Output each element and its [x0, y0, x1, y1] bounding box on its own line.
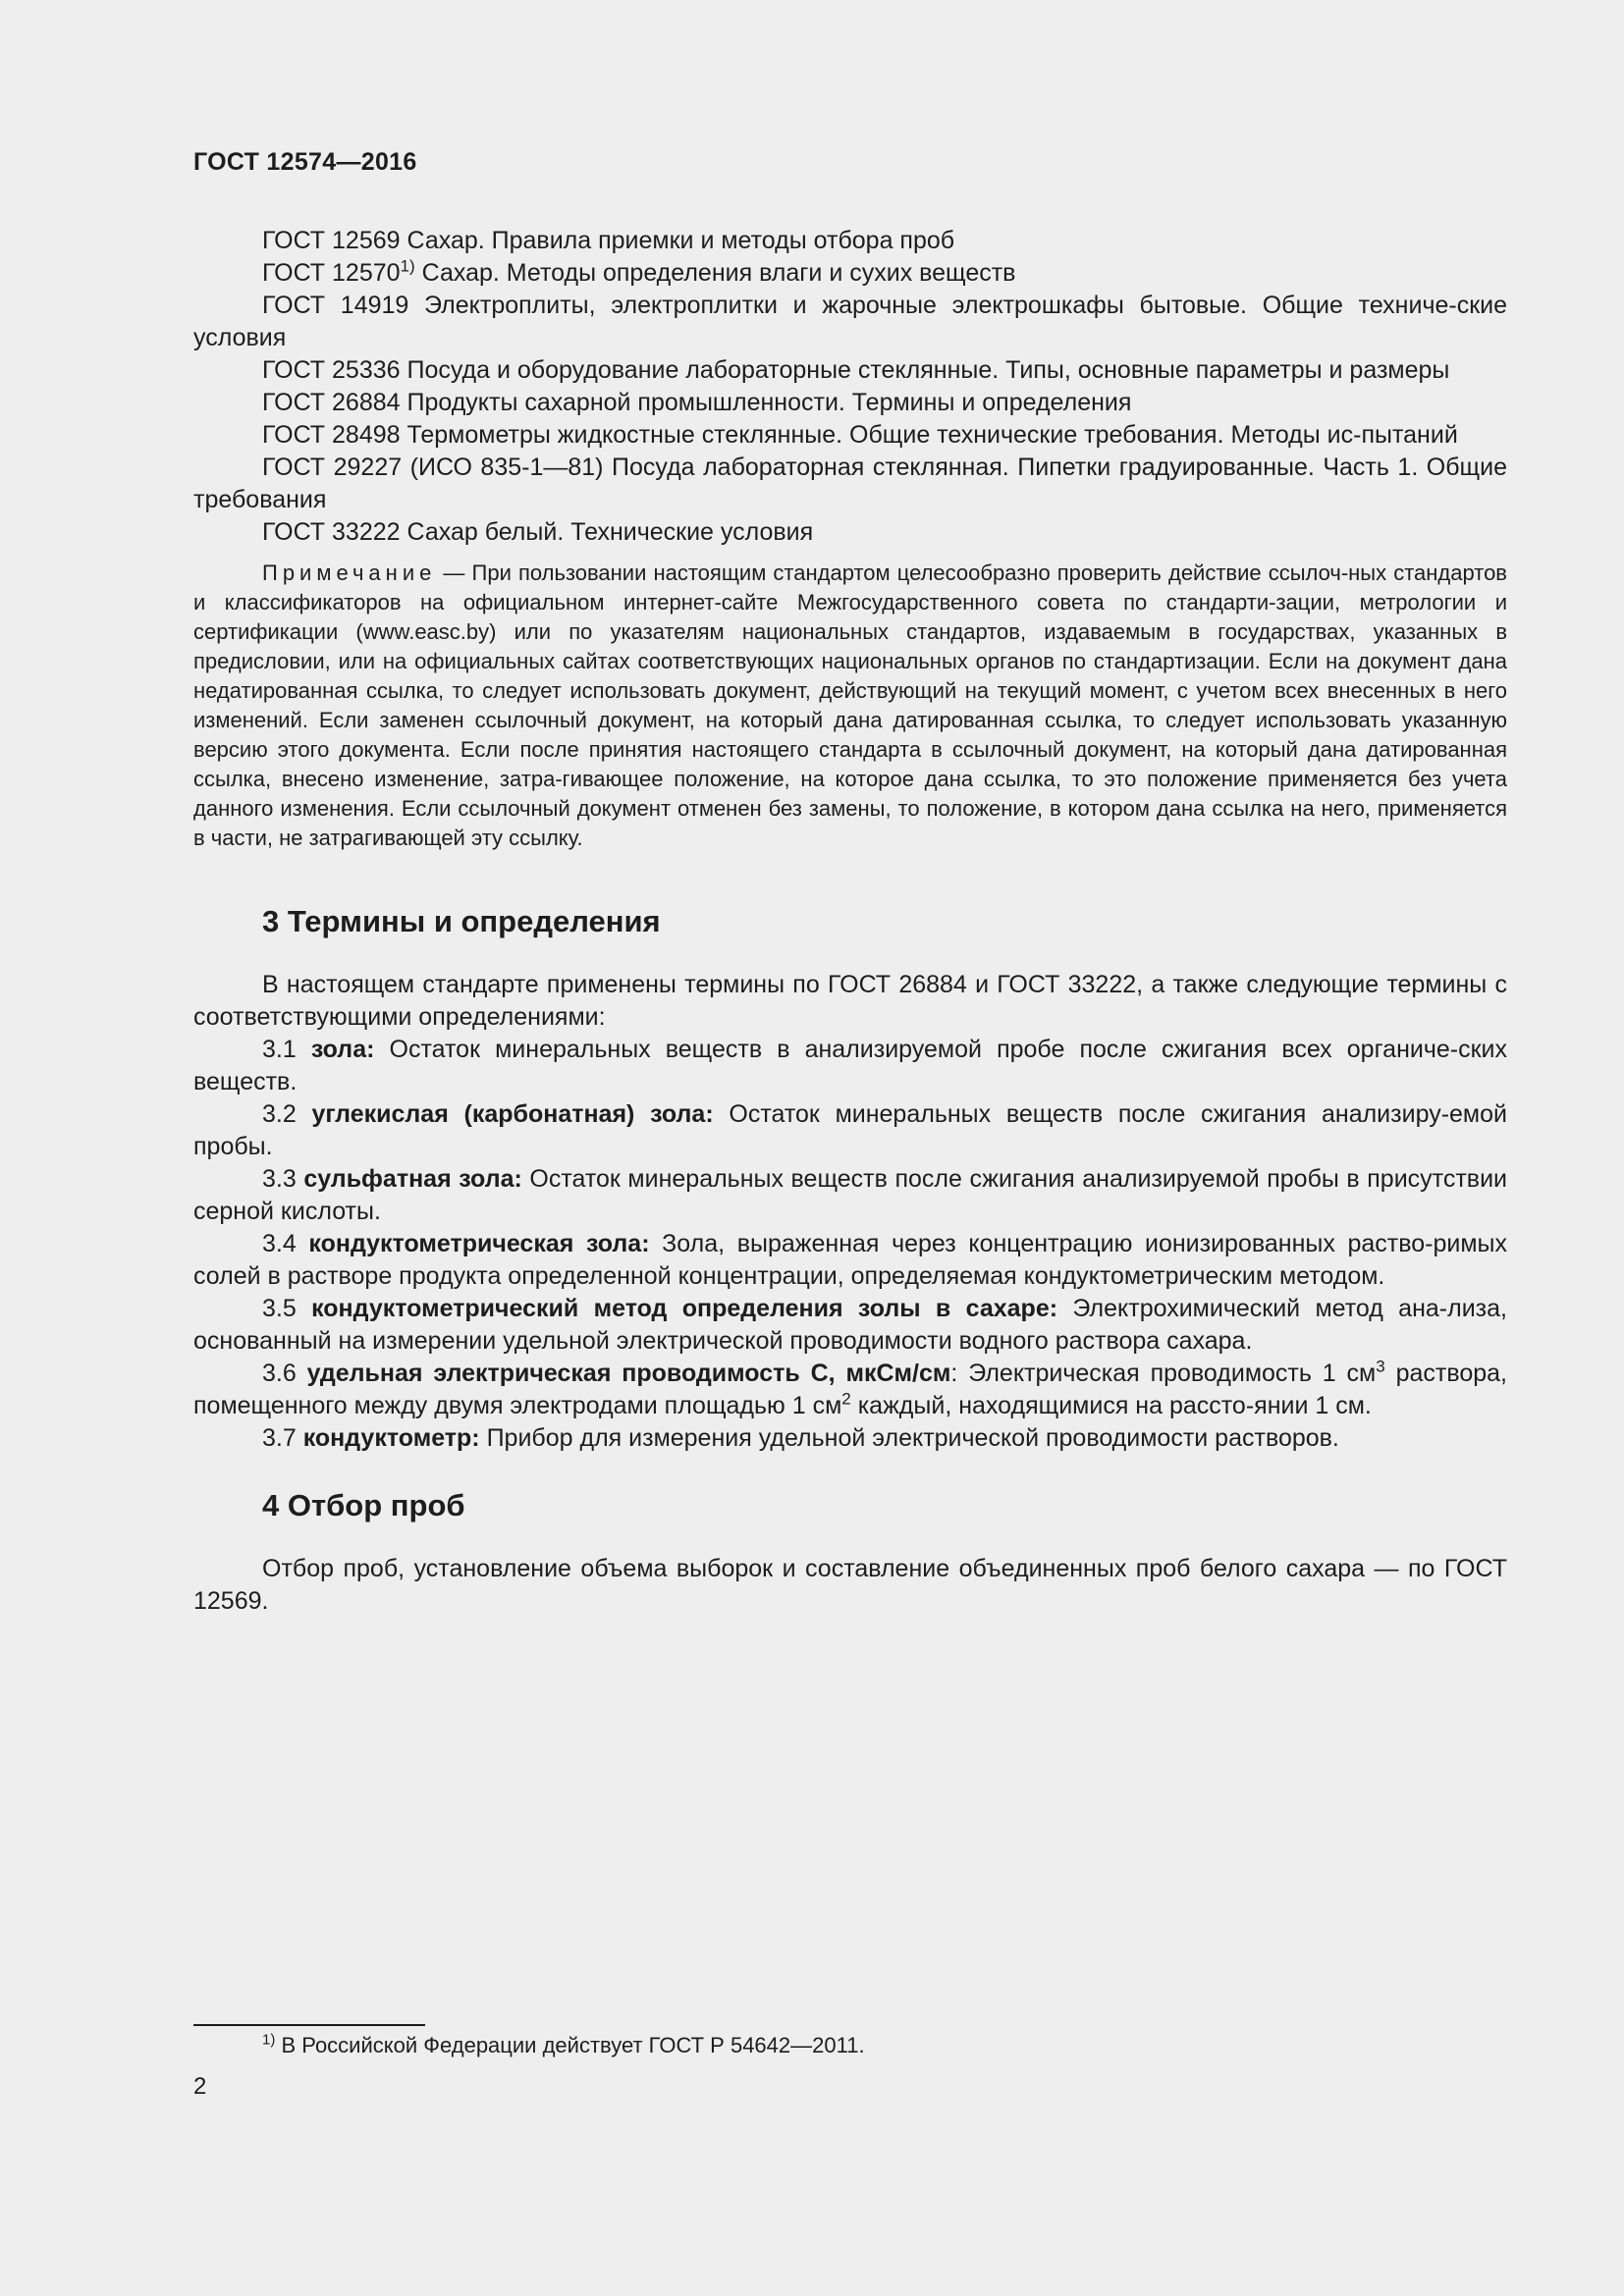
term-name: кондуктометрический метод определения золы в сахаре:: [311, 1295, 1058, 1322]
reference-item: ГОСТ 29227 (ИСО 835-1—81) Посуда лабораторная стеклянная. Пипетки градуированные. Часть 1. Общие требования: [193, 454, 1507, 513]
reference-item: ГОСТ 14919 Электроплиты, электроплитки и жарочные электрошкафы бытовые. Общие техниче-ские условия: [193, 292, 1507, 351]
reference-item: ГОСТ 25336 Посуда и оборудование лабораторные стеклянные. Типы, основные параметры и размеры: [262, 356, 1450, 384]
note-label: Примечание: [262, 561, 437, 585]
reference-item: ГОСТ 33222 Сахар белый. Технические условия: [262, 518, 814, 546]
term-definition: 3.4 кондуктометрическая зола: Зола, выраженная через концентрацию ионизированных раство-римых солей в растворе продукта определенной концентрации, определяемая кондуктометрическим методом.: [193, 1230, 1507, 1290]
term-definition: 3.2 углекислая (карбонатная) зола: Остаток минеральных веществ после сжигания анализиру-емой пробы.: [193, 1100, 1507, 1160]
term-name: зола:: [310, 1036, 375, 1063]
term-definition: 3.3 сульфатная зола: Остаток минеральных веществ после сжигания анализируемой пробы в присутствии серной кислоты.: [193, 1165, 1508, 1225]
footnote: [262, 2031, 865, 2060]
term-name: кондуктометрическая зола:: [308, 1230, 650, 1257]
footnote-text: В Российской Федерации действует ГОСТ Р 54642—2011.: [275, 2033, 865, 2057]
term-name: удельная электрическая проводимость С, мкСм/см: [306, 1360, 951, 1387]
term-name: углекислая (карбонатная) зола:: [311, 1100, 714, 1128]
note-text: — При пользовании настоящим стандартом целесообразно проверить действие ссылоч-ных стандартов и классификаторов на официальном интернет-сайте Межгосударственного совета по стандарти-зации, метрологии и сертификации (www.easc.by) или по указателям национальных стандартов, издаваемым в государствах, указанных в предисловии, или на официальных сайтах соответствующих национальных органов по стандартизации. Если на документ дана недатированная ссылка, то следует использовать документ, действующий на текущий момент, с учетом всех внесенных в него изменений. Если заменен ссылочный документ, на который дана датированная ссылка, то следует использовать указанную версию этого документа. Если после принятия настоящего стандарта в ссылочный документ, на который дана датированная ссылка, внесено изменение, затра-гивающее положение, на которое дана ссылка, то это положение применяется без учета данного изменения. Если ссылочный документ отменен без замены, то положение, в котором дана ссылка на него, применяется в части, не затрагивающей эту ссылку.: [193, 561, 1507, 850]
footnote-divider: [193, 2024, 425, 2026]
section-3-title: 3 Термины и определения: [262, 904, 661, 938]
term-definition: 3.7 кондуктометр: Прибор для измерения удельной электрической проводимости растворов.: [262, 1424, 1339, 1452]
reference-item: ГОСТ 28498 Термометры жидкостные стеклянные. Общие технические требования. Методы ис-пытаний: [262, 421, 1458, 449]
note-paragraph: [193, 559, 1507, 853]
term-definition: 3.6 удельная электрическая проводимость С, мкСм/см: Электрическая проводимость 1 $см^3$ раствора, помещенного между двумя электродами площадью 1 $см^2$ каждый, находящимися на рассто-янии 1 см.: [193, 1357, 1507, 1419]
section-4-text: Отбор проб, установление объема выборок и составление объединенных проб белого сахара — по ГОСТ 12569.: [193, 1555, 1507, 1615]
term-name: сульфатная зола:: [303, 1165, 522, 1193]
normative-references-list: [193, 225, 1507, 549]
term-definition: 3.1 зола: Остаток минеральных веществ в анализируемой пробе после сжигания всех органиче-ских веществ.: [193, 1036, 1507, 1095]
superscript-2: 2: [841, 1389, 851, 1409]
section-4-title: 4 Отбор проб: [262, 1488, 465, 1522]
reference-item: ГОСТ 26884 Продукты сахарной промышленности. Термины и определения: [262, 389, 1132, 416]
term-definition: 3.5 кондуктометрический метод определения золы в сахаре: Электрохимический метод ана-лиза, основанный на измерении удельной электрической проводимости водного раствора сахара.: [193, 1295, 1507, 1355]
reference-item: ГОСТ 12570$^{1)}$ Сахар. Методы определения влаги и сухих веществ: [262, 256, 1016, 287]
footnote-marker: 1): [262, 2031, 276, 2049]
page-number: 2: [193, 2073, 207, 2100]
superscript-3: 3: [1376, 1357, 1385, 1376]
reference-item: ГОСТ 12569 Сахар. Правила приемки и методы отбора проб: [262, 227, 955, 254]
document-header-code: ГОСТ 12574—2016: [193, 148, 417, 176]
document-body: [193, 225, 1507, 1618]
footnote-ref-marker: 1): [400, 256, 415, 276]
term-name: кондуктометр:: [302, 1424, 480, 1452]
section-3-intro: В настоящем стандарте применены термины по ГОСТ 26884 и ГОСТ 33222, а также следующие термины с соответствующими определениями:: [193, 971, 1507, 1031]
